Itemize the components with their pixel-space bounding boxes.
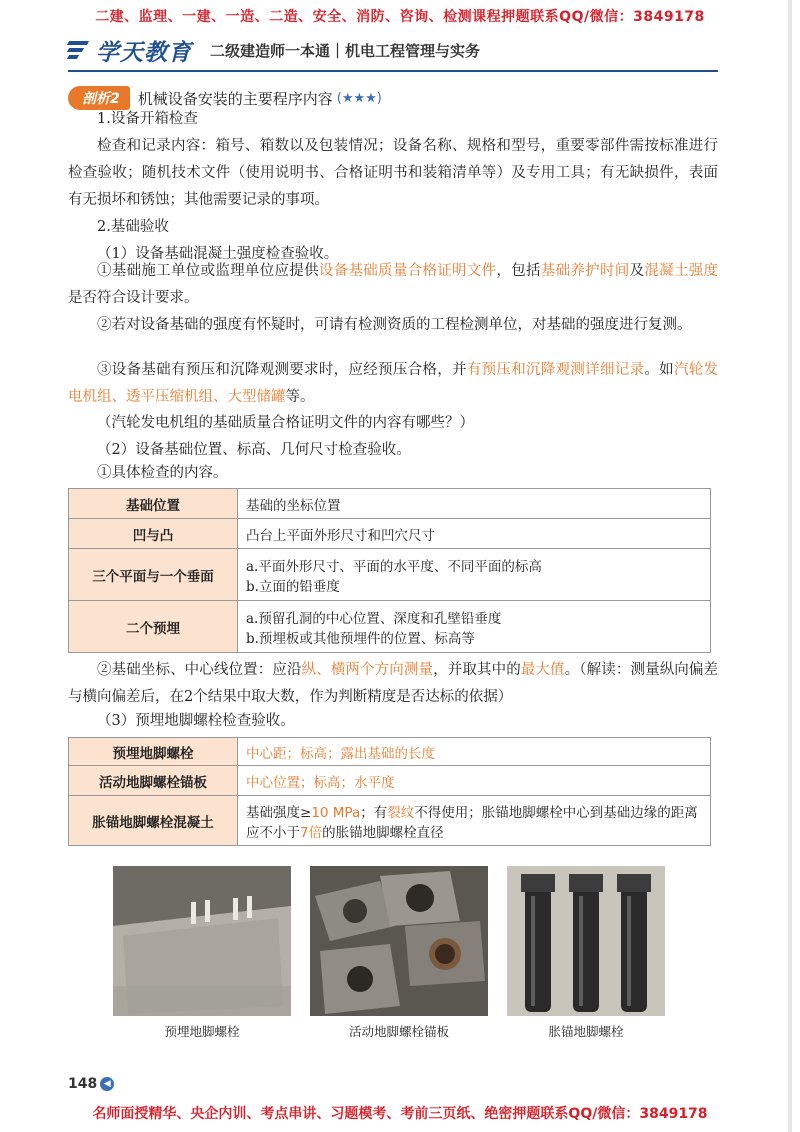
heading-foundation-acceptance: 2.基础验收 (97, 219, 169, 235)
caption-embedded-bolts: 预埋地脚螺栓 (164, 1024, 240, 1039)
star-rating: (★★★) (336, 90, 382, 106)
photo-expansion-bolts (507, 866, 665, 1016)
table-row: 二个预埋 a.预留孔洞的中心位置、深度和孔壁铅垂度 b.预埋板或其他预埋件的位置、标高等 (69, 601, 711, 653)
table-row: 预埋地脚螺栓 中心距；标高；露出基础的长度 (69, 738, 711, 766)
paragraph-certificate: ①基础施工单位或监理单位应提供设备基础质量合格证明文件，包括基础养护时间及混凝土强度是否符合设计要求。 (68, 263, 719, 306)
logo-name: 学天教育 (96, 39, 192, 66)
inspection-table (68, 488, 711, 653)
page-edge-shadow (788, 0, 792, 1132)
table-row: 胀锚地脚螺栓混凝土 基础强度≥10 MPa；有裂纹不得使用；胀锚地脚螺栓中心到基础边缘的距离应不小于7倍的胀锚地脚螺栓直径 (69, 796, 711, 846)
caption-expansion-bolts: 胀锚地脚螺栓 (548, 1024, 624, 1039)
subheading-anchor-bolt: （3）预埋地脚螺栓检查验收。 (97, 713, 295, 729)
paragraph-preload: ③设备基础有预压和沉降观测要求时，应经预压合格，并有预压和沉降观测详细记录。如汽轮发电机组、透平压缩机组、大型储罐等。 (68, 362, 719, 405)
page-number: 148 ◀ (68, 1076, 114, 1092)
table-row: 三个平面与一个垂面 a.平面外形尺寸、平面的水平度、不同平面的标高 b.立面的铅垂度 (69, 549, 711, 601)
question-note: （汽轮发电机组的基础质量合格证明文件的内容有哪些？） (97, 415, 474, 431)
section-badge: 剖析2 (68, 86, 130, 110)
caption-anchor-plates: 活动地脚螺栓锚板 (348, 1024, 449, 1039)
paragraph-retest: ②若对设备基础的强度有怀疑时，可请有检测资质的工程检测单位，对基础的强度进行复测。 (97, 317, 692, 333)
logo-icon (68, 39, 90, 61)
paragraph-unboxing: 检查和记录内容：箱号、箱数以及包装情况；设备名称、规格和型号，重要零部件需按标准进行检查验收；随机技术文件（使用说明书、合格证明书和装箱清单等）及专用工具；有无缺损件，表面有无损坏和锈蚀；其他需要记录的事项。 (68, 138, 718, 208)
subheading-concrete-strength: （1）设备基础混凝土强度检查验收。 (97, 246, 339, 262)
table-row: 凹与凸 凸台上平面外形尺寸和凹穴尺寸 (69, 519, 711, 549)
table-row: 基础位置 基础的坐标位置 (69, 489, 711, 519)
header-divider (68, 70, 718, 72)
page-header (68, 34, 480, 66)
header-subtitle: 二级建造师一本通｜机电工程管理与实务 (210, 41, 481, 60)
subheading-check-items: ①具体检查的内容。 (97, 465, 228, 481)
section-title: 机械设备安装的主要程序内容 (137, 89, 333, 108)
paragraph-coordinate: ②基础坐标、中心线位置：应沿纵、横两个方向测量，并取其中的最大值。（解读：测量纵向偏差与横向偏差后，在2个结果中取大数，作为判断精度是否达标的依据） (68, 662, 719, 705)
page-arrow-icon: ◀ (100, 1077, 114, 1091)
photo-anchor-plates (310, 866, 488, 1016)
photo-embedded-bolts (113, 866, 291, 1016)
bottom-banner: 名师面授精华、央企内训、考点串讲、习题模考、考前三页纸、绝密押题联系QQ/微信：3849178 (92, 1106, 708, 1122)
anchor-bolt-table (68, 737, 711, 846)
table-row: 活动地脚螺栓锚板 中心位置；标高；水平度 (69, 766, 711, 796)
subheading-position-check: （2）设备基础位置、标高、几何尺寸检查验收。 (97, 442, 411, 458)
heading-unboxing: 1.设备开箱检查 (97, 111, 198, 127)
top-banner: 二建、监理、一建、一造、二造、安全、消防、咨询、检测课程押题联系QQ/微信：3849178 (95, 9, 705, 25)
